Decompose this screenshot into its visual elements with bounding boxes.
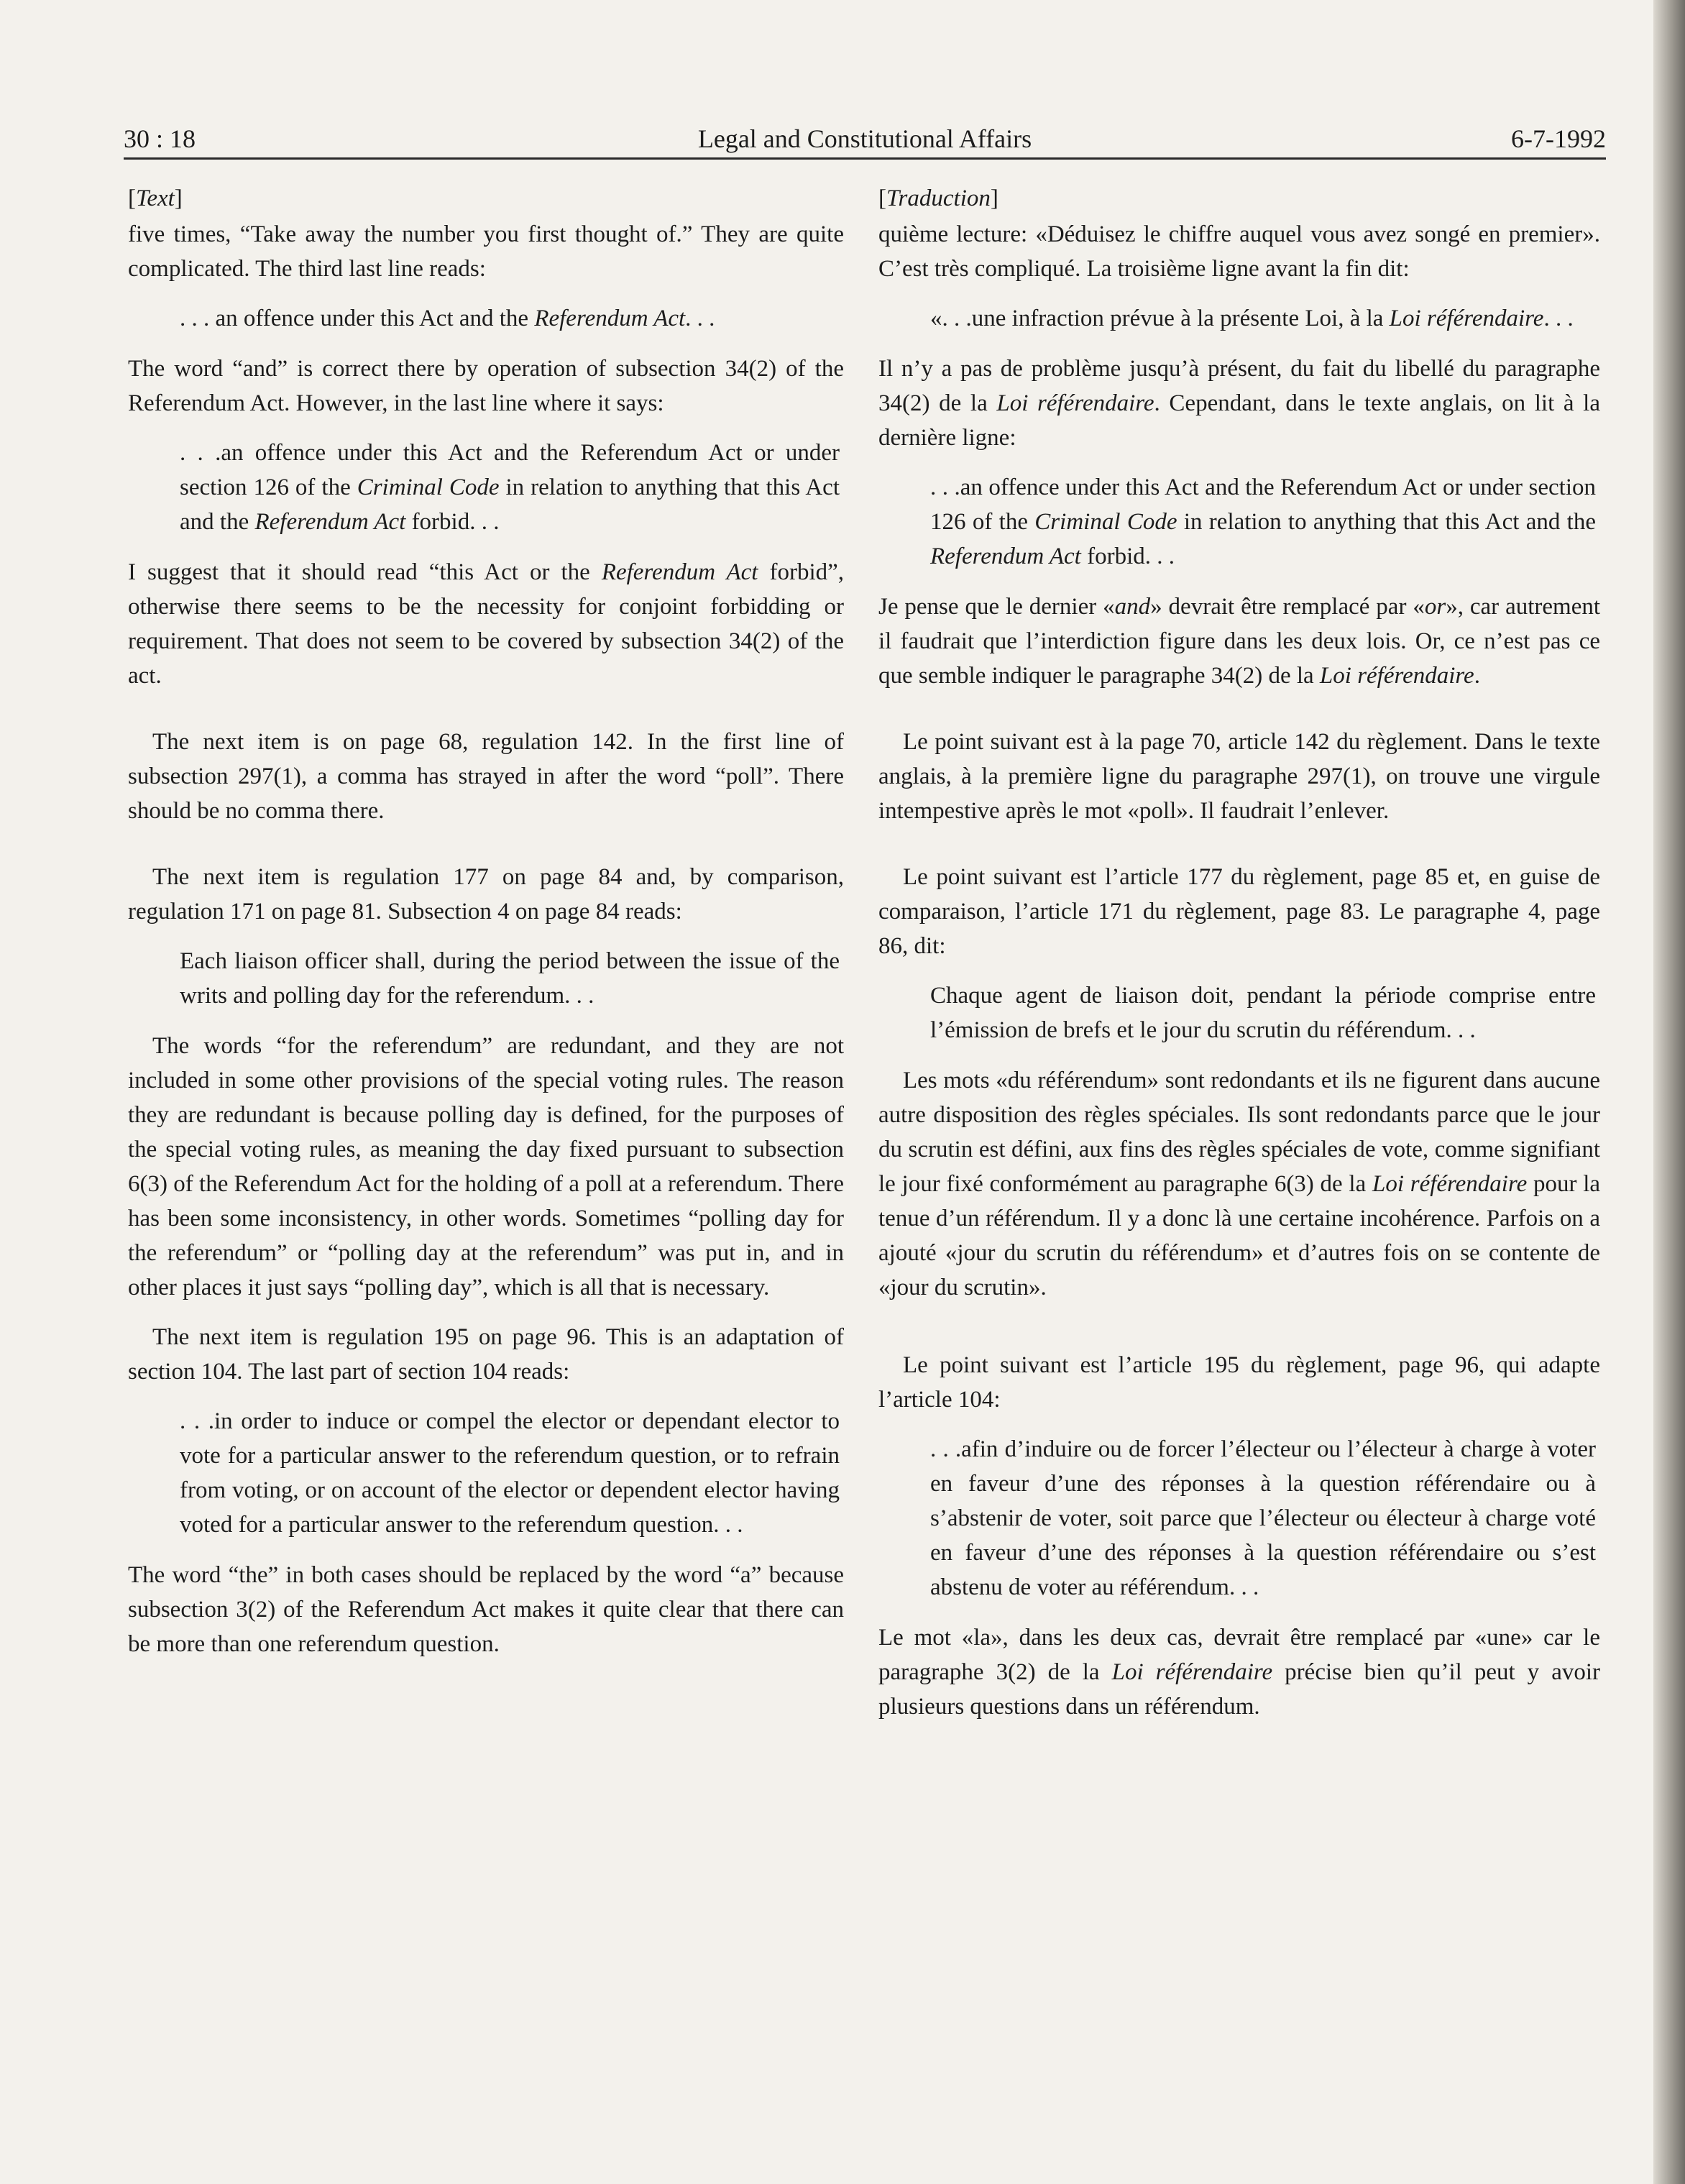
french-column bbox=[878, 181, 1600, 1739]
english-column bbox=[128, 181, 844, 1676]
publication-title: Legal and Constitutional Affairs bbox=[697, 124, 1032, 153]
french-paragraph-2: Il n’y a pas de problème jusqu’à présent, du fait du libellé du paragraphe 34(2) de la Loi référendaire. Cependant, dans le texte anglais, on lit à la dernière ligne: bbox=[878, 356, 1601, 451]
french-paragraph-6: Les mots «du référendum» sont redondants et ils ne figurent dans aucune autre disposition des règles spéciales. Ils sont redondants parce que le jour du scrutin est défini, aux fins des règles spéciales de vote, comme signifiant le jour fixé conformément au paragraphe 6(3) de la Loi référendaire pour la tenue d’un référendum. Il y a donc là une certaine incohérence. Parfois on a ajouté «jour du scrutin du référendum» et d’autres fois on se contente de «jour du scrutin». bbox=[878, 1068, 1601, 1300]
header-date: 6-7-1992 bbox=[1511, 124, 1606, 153]
header-rule bbox=[124, 157, 1606, 160]
french-quote-1: «. . .une infraction prévue à la présente Loi, à la Loi référendaire. . . bbox=[930, 306, 1574, 331]
english-quote-1: . . . an offence under this Act and the Referendum Act. . . bbox=[180, 306, 715, 331]
french-paragraph-1: quième lecture: «Déduisez le chiffre auquel vous avez songé en premier». C’est très compliqué. La troisième ligne avant la fin dit: bbox=[878, 221, 1600, 282]
french-quote-4: . . .afin d’induire ou de forcer l’électeur ou l’électeur à charge à voter en faveur d’une des réponses à la question référendaire ou à s’abstenir de voter, soit parce que l’électeur ou électeur à charge voté en faveur d’une des réponses à la question référendaire ou s’est abstenu de voter au référendum. . . bbox=[930, 1436, 1596, 1600]
french-quote-2: . . .an offence under this Act and the Referendum Act or under section 126 of the Criminal Code in relation to anything that this Act and the Referendum Act forbid. . . bbox=[930, 474, 1596, 569]
english-paragraph-6: The words “for the referendum” are redundant, and they are not included in some other provisions of the special voting rules. The reason they are redundant is because polling day is defined, for the purposes of the special voting rules, as meaning the day fixed pursuant to subsection 6(3) of the Referendum Act for the holding of a poll at a referendum. There has been some inconsistency, in other words. Sometimes “polling day for the referendum” or “polling day at the referendum” was put in, and in other places it just says “polling day”, which is all that is necessary. bbox=[128, 1033, 844, 1300]
english-paragraph-3: I suggest that it should read “this Act or the Referendum Act forbid”, otherwise there seems to be the necessity for conjoint forbidding or requirement. That does not seem to be covered by subsection 34(2) of the act. bbox=[128, 559, 845, 689]
running-header bbox=[124, 119, 1606, 162]
english-paragraph-5: The next item is regulation 177 on page 84 and, by comparison, regulation 171 on page 81. Subsection 4 on page 84 reads: bbox=[128, 864, 844, 924]
english-paragraph-2: The word “and” is correct there by operation of subsection 34(2) of the Referendum Act. However, in the last line where it says: bbox=[128, 356, 844, 416]
english-quote-3: Each liaison officer shall, during the period between the issue of the writs and polling day for the referendum. . . bbox=[180, 948, 840, 1009]
english-quote-4: . . .in order to induce or compel the elector or dependant elector to vote for a particular answer to the referendum question, or to refrain from voting, or on account of the elector or dependent elector having voted for a particular answer to the referendum question. . . bbox=[180, 1408, 840, 1538]
english-paragraph-8: The word “the” in both cases should be replaced by the word “a” because subsection 3(2) of the Referendum Act makes it quite clear that there can be more than one referendum question. bbox=[128, 1562, 844, 1657]
english-paragraph-4: The next item is on page 68, regulation 142. In the first line of subsection 297(1), a comma has strayed in after the word “poll”. There should be no comma there. bbox=[128, 729, 844, 824]
french-paragraph-8: Le mot «la», dans les deux cas, devrait être remplacé par «une» car le paragraphe 3(2) de la Loi référendaire précise bien qu’il peut y avoir plusieurs questions dans un référendum. bbox=[878, 1625, 1600, 1720]
french-paragraph-5: Le point suivant est l’article 177 du règlement, page 85 et, en guise de comparaison, l’article 171 du règlement, page 83. Le paragraphe 4, page 86, dit: bbox=[878, 864, 1600, 959]
french-paragraph-7: Le point suivant est l’article 195 du règlement, page 96, qui adapte l’article 104: bbox=[878, 1352, 1600, 1413]
french-column-label: [Traduction] bbox=[878, 185, 998, 211]
english-paragraph-1: five times, “Take away the number you first thought of.” They are quite complicated. The third last line reads: bbox=[128, 221, 844, 282]
french-paragraph-3: Je pense que le dernier «and» devrait être remplacé par «or», car autrement il faudrait que l’interdiction figure dans les deux lois. Or, ce n’est pas ce que semble indiquer le paragraphe 34(2) de la Loi référendaire. bbox=[878, 594, 1601, 689]
page-edge-shadow bbox=[1653, 0, 1685, 2184]
french-quote-3: Chaque agent de liaison doit, pendant la période comprise entre l’émission de brefs et le jour du scrutin du référendum. . . bbox=[930, 983, 1596, 1043]
english-paragraph-7: The next item is regulation 195 on page 96. This is an adaptation of section 104. The last part of section 104 reads: bbox=[128, 1324, 844, 1385]
english-quote-2: . . .an offence under this Act and the Referendum Act or under section 126 of the Criminal Code in relation to anything that this Act and the Referendum Act forbid. . . bbox=[180, 440, 840, 535]
french-paragraph-4: Le point suivant est à la page 70, article 142 du règlement. Dans le texte anglais, à la première ligne du paragraphe 297(1), on trouve une virgule intempestive après le mot «poll». Il faudrait l’enlever. bbox=[878, 729, 1600, 824]
page-number: 30 : 18 bbox=[124, 124, 196, 153]
english-column-label: [Text] bbox=[128, 185, 183, 211]
